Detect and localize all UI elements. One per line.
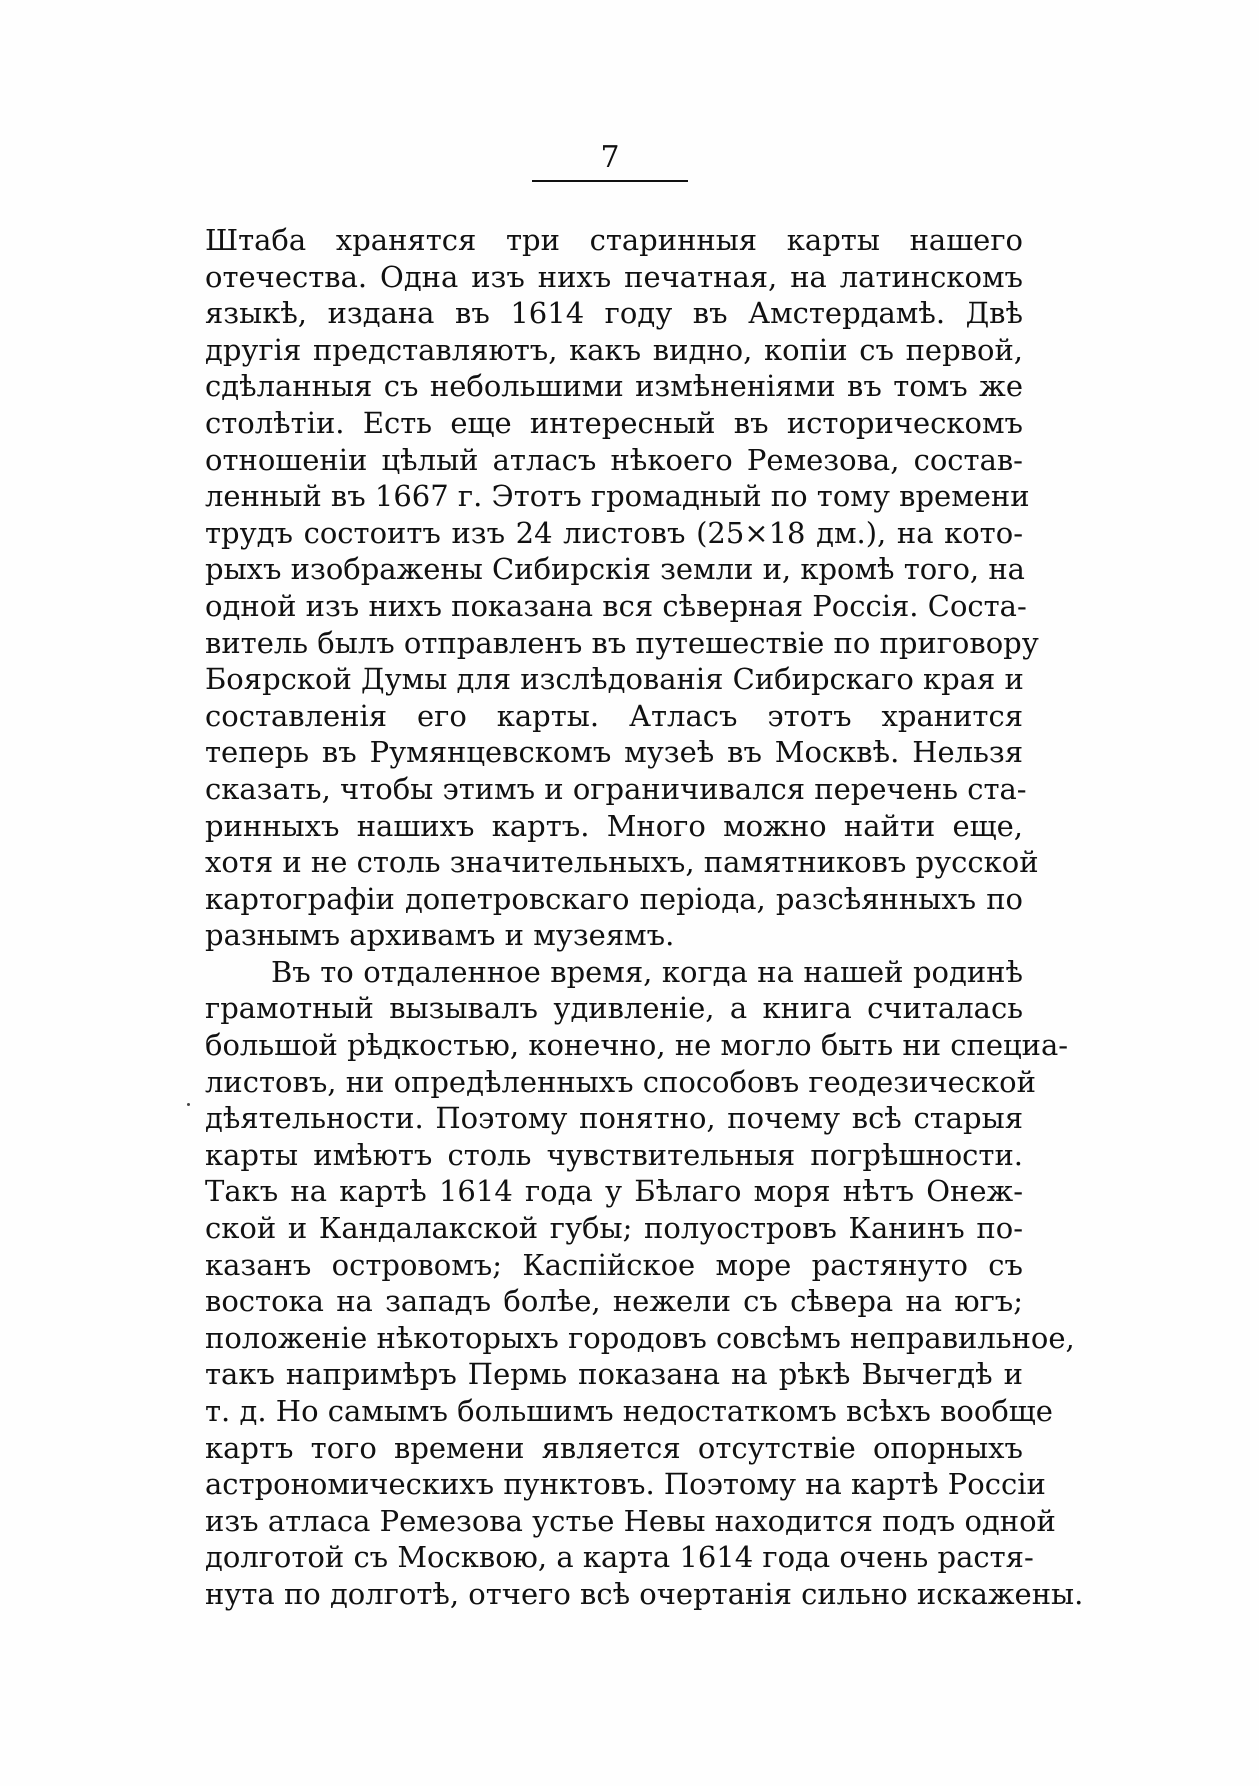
text-line: картографіи допетровскаго періода, разсѣянныхъ по (205, 881, 1023, 916)
text-line: астрономическихъ пунктовъ. Поэтому на картѣ Россіи (205, 1467, 1046, 1502)
text-line: положеніе нѣкоторыхъ городовъ совсѣмъ неправильное, (205, 1320, 1075, 1355)
paragraph-2 (205, 954, 1084, 1613)
text-line: разнымъ архивамъ и музеямъ. (205, 918, 675, 953)
text-line: картъ того времени является отсутствіе опорныхъ (205, 1430, 1023, 1465)
page-number: 7 (600, 140, 620, 175)
text-line: большой рѣдкостью, конечно, не могло быть ни специа- (205, 1028, 1069, 1063)
text-line: нута по долготѣ, отчего всѣ очертанія сильно искажены. (205, 1576, 1084, 1611)
text-line: Въ то отдаленное время, когда на нашей родинѣ (271, 954, 1023, 989)
text-line: востока на западъ болѣе, нежели съ сѣвера на югъ; (205, 1284, 1023, 1319)
print-speck (187, 1103, 190, 1106)
text-line: трудъ состоитъ изъ 24 листовъ (25×18 дм.), на кото- (205, 515, 1023, 550)
text-line: хотя и не столь значительныхъ, памятниковъ русской (205, 845, 1039, 880)
text-line: ленный въ 1667 г. Этотъ громадный по тому времени (205, 479, 1030, 514)
text-line: языкѣ, издана въ 1614 году въ Амстердамѣ. Двѣ (205, 296, 1023, 331)
text-line: т. д. Но самымъ большимъ недостаткомъ всѣхъ вообще (205, 1394, 1053, 1428)
text-line: грамотный вызывалъ удивленіе, а книга считалась (205, 991, 1023, 1026)
paragraph-1 (205, 222, 1039, 954)
body-text (205, 222, 1084, 1613)
text-line: изъ атласа Ремезова устье Невы находится подъ одной (205, 1503, 1056, 1538)
text-line: сдѣланныя съ небольшими измѣненіями въ томъ же (205, 369, 1023, 404)
header-rule (532, 180, 688, 182)
text-line: Боярской Думы для изслѣдованія Сибирскаго края и (205, 662, 1024, 697)
text-line: ринныхъ нашихъ картъ. Много можно найти еще, (205, 808, 1023, 843)
text-line: такъ напримѣръ Пермь показана на рѣкѣ Вычегдѣ и (205, 1357, 1023, 1392)
text-line: столѣтіи. Есть еще интересный въ историческомъ (205, 405, 1023, 440)
text-line: теперь въ Румянцевскомъ музеѣ въ Москвѣ. Нельзя (205, 735, 1023, 770)
text-line: отношеніи цѣлый атласъ нѣкоего Ремезова, состав- (205, 442, 1023, 477)
text-line: отечества. Одна изъ нихъ печатная, на латинскомъ (205, 259, 1023, 294)
text-line: Такъ на картѣ 1614 года у Бѣлаго моря нѣтъ Онеж- (205, 1174, 1023, 1209)
text-line: карты имѣютъ столь чувствительныя погрѣшности. (205, 1137, 1023, 1172)
text-line: ской и Кандалакской губы; полуостровъ Канинъ по- (205, 1211, 1023, 1246)
text-line: составленія его карты. Атласъ этотъ хранится (205, 698, 1023, 733)
text-line: казанъ островомъ; Каспійское море растянуто съ (205, 1247, 1023, 1282)
text-line: долготой съ Москвою, а карта 1614 года очень растя- (205, 1540, 1034, 1575)
text-line: рыхъ изображены Сибирскія земли и, кромѣ того, на (205, 552, 1025, 587)
text-line: листовъ, ни опредѣленныхъ способовъ геодезической (205, 1064, 1036, 1099)
text-line: другія представляютъ, какъ видно, копіи съ первой, (205, 332, 1023, 367)
text-line: одной изъ нихъ показана вся сѣверная Россія. Соста- (205, 588, 1027, 623)
text-line: Штаба хранятся три старинныя карты нашего (205, 223, 1023, 257)
text-line: дѣятельности. Поэтому понятно, почему всѣ старыя (205, 1101, 1023, 1136)
text-line: витель былъ отправленъ въ путешествіе по приговору (205, 625, 1039, 660)
text-line: сказать, чтобы этимъ и ограничивался перечень ста- (205, 771, 1027, 806)
